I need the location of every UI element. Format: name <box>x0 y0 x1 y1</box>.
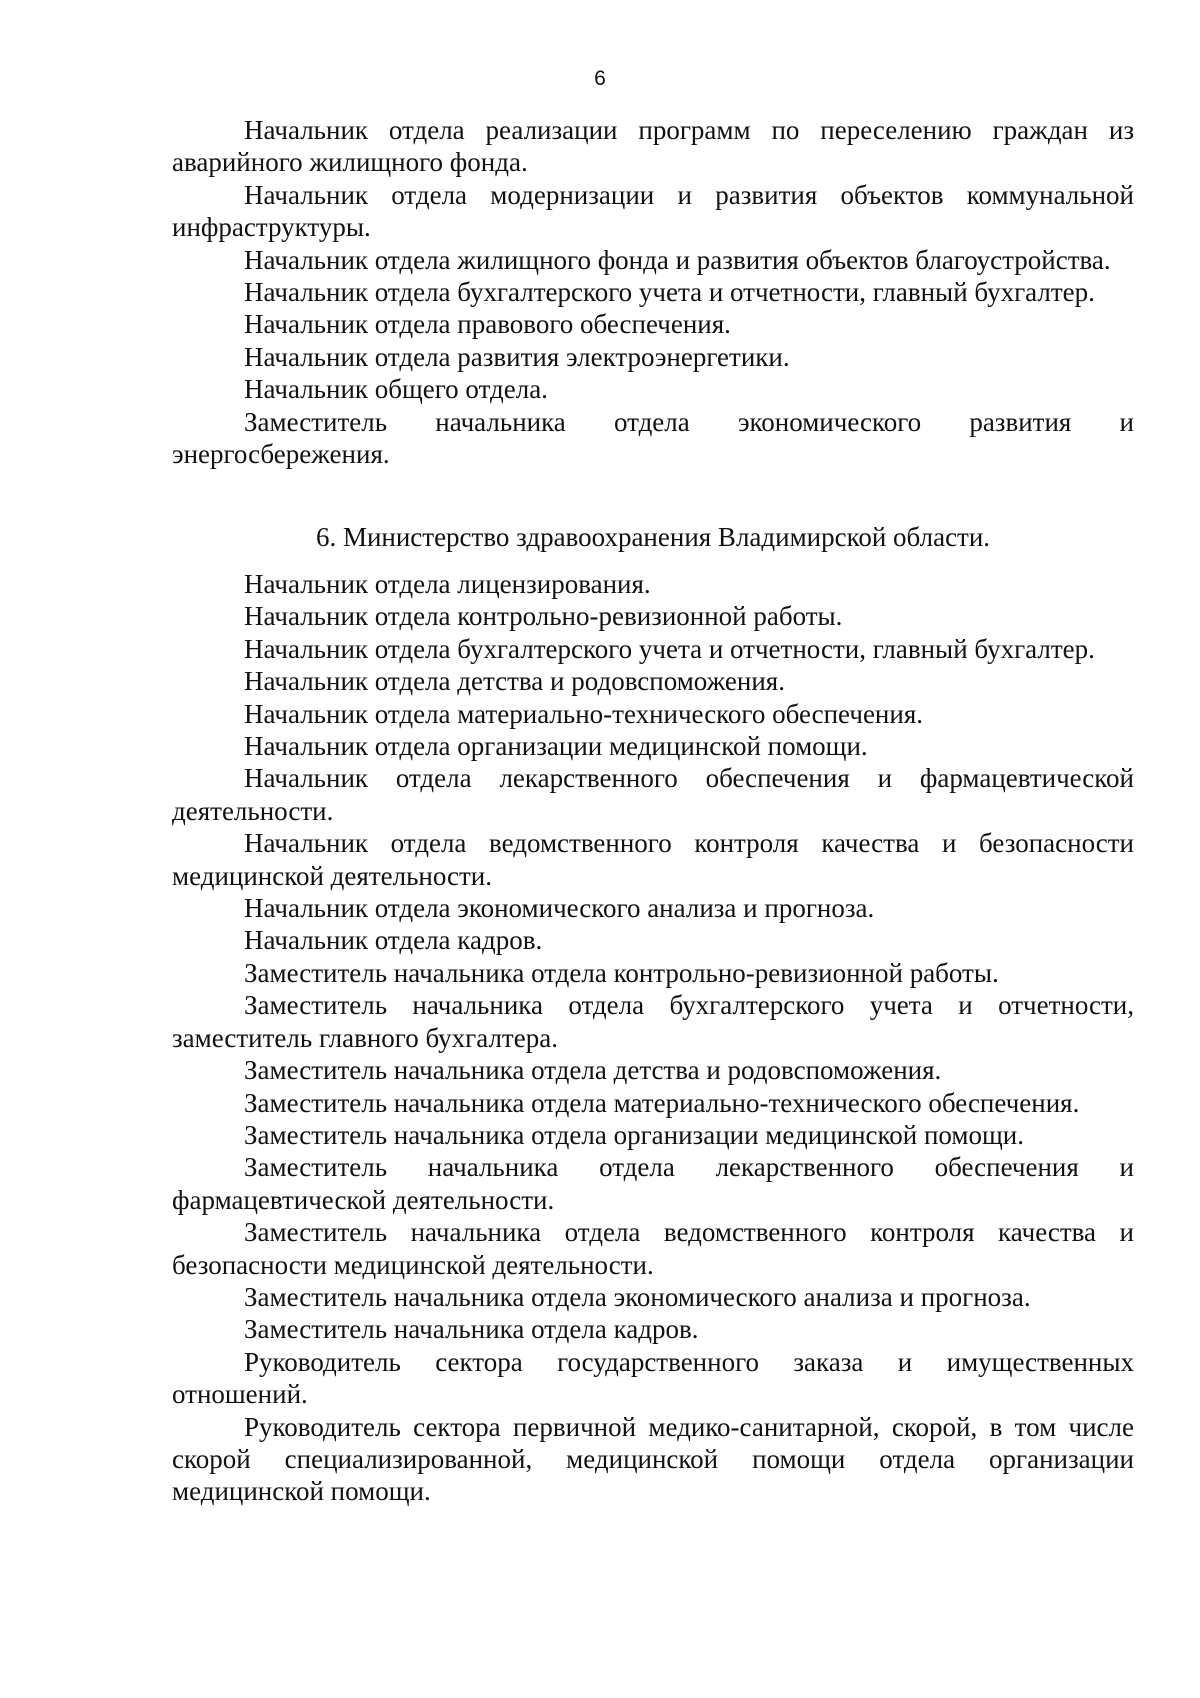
page-number: 6 <box>594 67 606 90</box>
position-item: Начальник отдела ведомственного контроля качества и безопасности медицинской деятельности. <box>172 828 1134 891</box>
position-item: Начальник отдела правового обеспечения. <box>244 309 731 340</box>
position-item: Руководитель сектора государственного заказа и имущественных отношений. <box>172 1346 1134 1410</box>
position-item: Начальник отдела детства и родовспоможения. <box>244 666 785 697</box>
position-item: Заместитель начальника отдела экономического развития и энергосбережения. <box>172 406 1134 470</box>
position-item: Начальник отдела лекарственного обеспечения и фармацевтической деятельности. <box>172 763 1134 826</box>
position-item: Начальник общего отдела. <box>244 374 548 405</box>
position-list-section-5 <box>172 114 1134 470</box>
section-heading: 6. Министерство здравоохранения Владимирской области. <box>315 522 991 552</box>
position-list-section-6 <box>172 568 1134 1508</box>
position-item: Заместитель начальника отдела лекарственного обеспечения и фармацевтической деятельности. <box>172 1152 1134 1215</box>
position-item: Начальник отдела модернизации и развития объектов коммунальной инфраструктуры. <box>172 179 1134 243</box>
position-item: Заместитель начальника отдела ведомственного контроля качества и безопасности медицинской деятельности. <box>172 1217 1134 1280</box>
position-item: Начальник отдела бухгалтерского учета и отчетности, главный бухгалтер. <box>244 277 1095 308</box>
position-item: Начальник отдела материально-технического обеспечения. <box>244 698 923 729</box>
position-item: Заместитель начальника отдела кадров. <box>244 1314 699 1345</box>
position-item: Начальник отдела развития электроэнергетики. <box>244 341 790 372</box>
position-item: Заместитель начальника отдела организации медицинской помощи. <box>244 1119 1024 1150</box>
position-item: Начальник отдела контрольно-ревизионной работы. <box>244 601 843 632</box>
position-item: Руководитель сектора первичной медико-санитарной, скорой, в том числе скорой специализированной, медицинской помощи отдела организации медицинской помощи. <box>172 1411 1134 1507</box>
position-item: Заместитель начальника отдела контрольно-ревизионной работы. <box>244 957 999 988</box>
position-item: Заместитель начальника отдела бухгалтерского учета и отчетности, заместитель главного бухгалтера. <box>172 990 1134 1053</box>
position-item: Начальник отдела организации медицинской помощи. <box>244 731 868 762</box>
position-item: Заместитель начальника отдела материально-технического обеспечения. <box>244 1087 1080 1118</box>
position-item: Начальник отдела лицензирования. <box>244 569 651 599</box>
position-item: Заместитель начальника отдела экономического анализа и прогноза. <box>244 1281 1031 1312</box>
position-item: Начальник отдела кадров. <box>244 925 543 956</box>
position-item: Начальник отдела экономического анализа и прогноза. <box>244 893 875 924</box>
position-item: Начальник отдела бухгалтерского учета и отчетности, главный бухгалтер. <box>244 633 1095 664</box>
position-item: Заместитель начальника отдела детства и родовспоможения. <box>244 1055 942 1086</box>
position-item: Начальник отдела жилищного фонда и развития объектов благоустройства. <box>244 244 1111 275</box>
position-item: Начальник отдела реализации программ по переселению граждан из аварийного жилищного фонда. <box>172 115 1134 178</box>
